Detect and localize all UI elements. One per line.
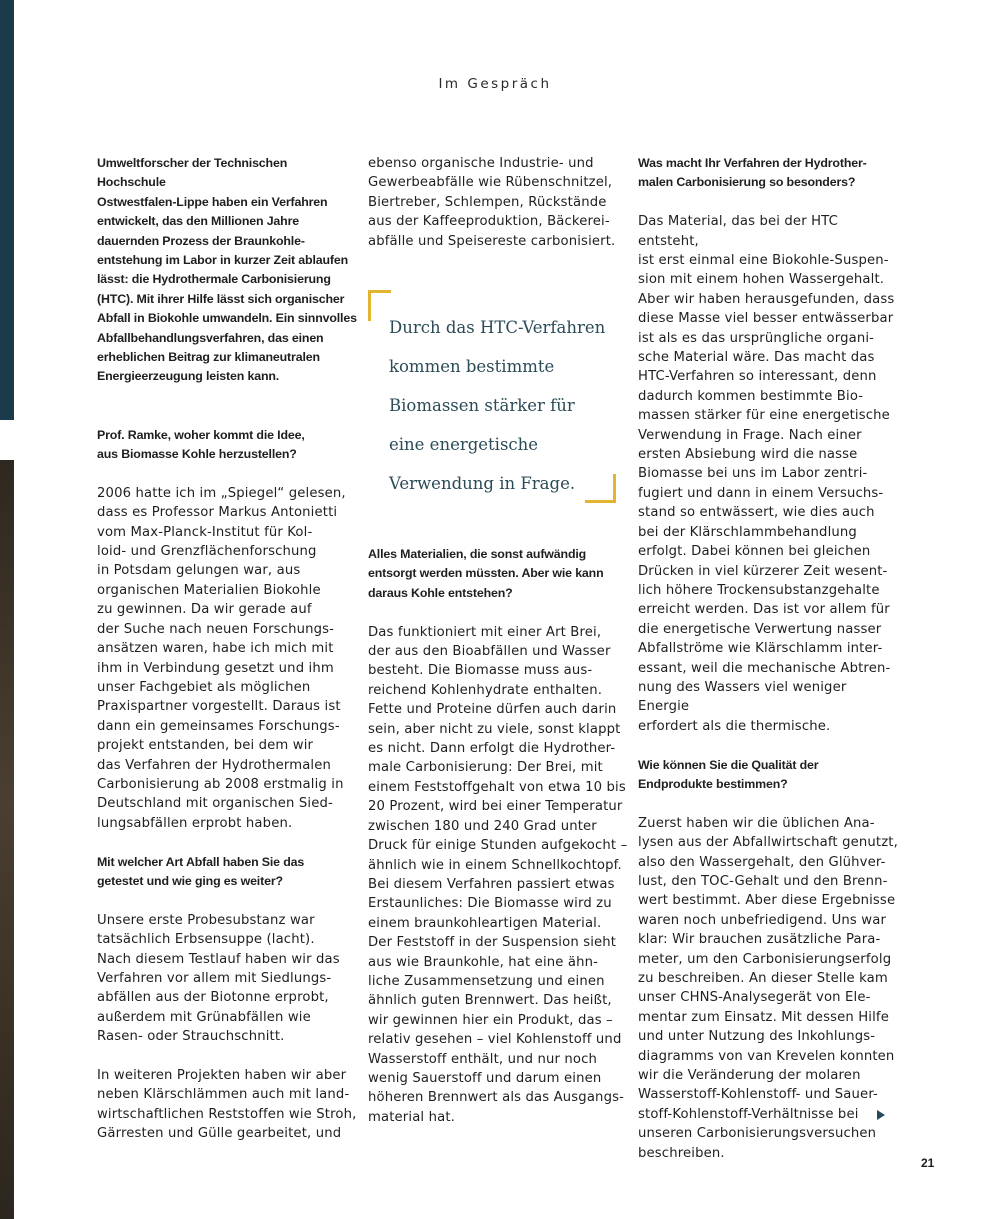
intro-text: Umweltforscher der Technischen Hochschule Ostwestfalen-Lippe haben ein Verfahren entwickelt, das den Millionen Jahre dauernden Prozess der Braunkohle- entstehung im Labor in kurzer Zeit ablaufen lässt: die Hydrothermale Carbonisierung (HTC). Mit ihrer Hilfe lässt sich organischer Abfall in Biokohle umwandeln. Ein sinnvolles Abfallbehandlungsverfahren, das einen erheblichen Beitrag zur klimaneutralen Energieerzeugung leisten kann.	[97, 156, 357, 384]
pull-quote	[368, 290, 630, 545]
answer-2-end: ebenso organische Industrie- und Gewerbeabfälle wie Rübenschnitzel, Biertreber, Schlempen, Rückstände aus der Kaffeeproduktion, Bäckerei- abfälle und Speisereste carbonisiert.	[368, 156, 616, 249]
quote-bracket-top-left	[368, 290, 391, 321]
section-label: Im Gespräch	[438, 76, 552, 92]
answer-4: Das Material, das bei der HTC entsteht, ist erst einmal eine Biokohle-Suspen- sion mit einem hohen Wassergehalt. Aber wir haben herausgefunden, dass diese Masse viel besser entwässerbar ist als es das ursprüngliche organi- sche Material wäre. Das macht das HTC-Verfahren so interessant, denn dadurch kommen bestimmte Bio- massen stärker für eine energetische Verwendung in Frage. Nach einer ersten Absiebung wird die nasse Biomasse bei uns im Labor zentri- fugiert und dann in einem Versuchs- stand so entwässert, wie dies auch bei der Klärschlammbehandlung erfolgt. Dabei können bei gleichen Drücken in viel kürzerer Zeit wesent- lich höhere Trockensubstanzgehalte erreicht werden. Das ist vor allem für die energetische Verwertung nasser Abfallströme wie Klärschlamm inter- essant, weil die mechanische Abtren- nung des Wassers viel weniger Energie erfordert als die thermische.	[638, 214, 895, 734]
answer-3: Das funktioniert mit einer Art Brei, der aus den Bioabfällen und Wasser besteht. Die Biomasse muss aus- reichend Kohlenhydrate enthalten. Fette und Proteine dürfen auch darin sein, aber nicht zu viele, sonst klappt es nicht. Dann erfolgt die Hydrother- male Carbonisierung: Der Brei, mit einem Feststoffgehalt von etwa 10 bis 20 Prozent, wird bei einer Temperatur zwischen 180 und 240 Grad unter Druck für einige Stunden aufgekocht – ähnlich wie in einem Schnellkochtopf. Bei diesem Verfahren passiert etwas Erstaunliches: Die Biomasse wird zu einem braunkohleartigen Material. Der Feststoff in der Suspension sieht aus wie Braunkohle, hat eine ähn- liche Zusammensetzung und einen ähnlich guten Brennwert. Das heißt, wir gewinnen hier ein Produkt, das – relativ gesehen – viel Kohlenstoff und Wasserstoff enthält, und nur noch wenig Sauerstoff und darum einen höheren Brennwert als das Ausgangs- material hat.	[368, 624, 628, 1125]
column-2	[368, 154, 630, 1127]
question-1: Prof. Ramke, woher kommt die Idee, aus Biomasse Kohle herzustellen?	[97, 427, 305, 462]
question-2: Mit welcher Art Abfall haben Sie das getestet und wie ging es weiter?	[97, 854, 305, 888]
page-edge-bar-top	[0, 0, 14, 420]
answer-5: Zuerst haben wir die üblichen Ana- lysen aus der Abfallwirtschaft genutzt, also den Wassergehalt, den Glühver- lust, den TOC-Gehalt und den Brenn- wert bestimmt. Aber diese Ergebnisse waren noch unbefriedigend. Uns war klar: Wir brauchen zusätzliche Para- meter, um den Carbonisierungserfolg zu beschreiben. An dieser Stelle kam unser CHNS-Analysegerät von Ele- mentar zum Einsatz. Mit dessen Hilfe und unter Nutzung des Inkohlungs- diagramms von van Krevelen konnten wir die Veränderung der molaren Wasserstoff-Kohlenstoff- und Sauer- stoff-Kohlenstoff-Verhältnisse bei unseren Carbonisierungsversuchen beschreiben.	[638, 815, 898, 1161]
pull-quote-text: Durch das HTC-Verfahren kommen bestimmte Biomassen stärker für eine energetische Verwendung in Frage.	[389, 318, 606, 494]
answer-2-continued: In weiteren Projekten haben wir aber neben Klärschlämmen auch mit land- wirtschaftlichen Reststoffen wie Stroh, Gärresten und Gülle gearbeitet, und	[97, 1068, 357, 1142]
question-5: Wie können Sie die Qualität der Endprodukte bestimmen?	[638, 757, 819, 791]
question-4: Was macht Ihr Verfahren der Hydrother- malen Carbonisierung so besonders?	[638, 156, 867, 190]
column-1	[97, 154, 359, 1144]
quote-bracket-bottom-right	[585, 474, 616, 503]
continue-arrow-icon	[877, 1110, 885, 1120]
answer-2: Unsere erste Probesubstanz war tatsächlich Erbsensuppe (lacht). Nach diesem Testlauf haben wir das Verfahren vor allem mit Siedlungs- abfällen aus der Biotonne erprobt, außerdem mit Grünabfällen wie Rasen- oder Strauchschnitt.	[97, 912, 340, 1045]
answer-1: 2006 hatte ich im „Spiegel“ gelesen, dass es Professor Markus Antonietti vom Max-Planck-Institut für Kol- loid- und Grenzflächenforschung in Potsdam gelungen war, aus organischen Materialien Biokohle zu gewinnen. Da wir gerade auf der Suche nach neuen Forschungs- ansätzen waren, habe ich mich mit ihm in Verbindung gesetzt und ihm unser Fachgebiet als möglichen Praxispartner vorgestellt. Daraus ist dann ein gemeinsames Forschungs- projekt entstanden, bei dem wir das Verfahren der Hydrothermalen Carbonisierung ab 2008 erstmalig in Deutschland mit organischen Sied- lungsabfällen erprobt haben.	[97, 485, 346, 831]
column-3	[638, 154, 900, 1163]
page-edge-image-strip	[0, 460, 14, 1219]
question-3: Alles Materialien, die sonst aufwändig entsorgt werden müssten. Aber wie kann daraus Kohle entstehen?	[368, 547, 604, 600]
page-number: 21	[921, 1156, 935, 1170]
